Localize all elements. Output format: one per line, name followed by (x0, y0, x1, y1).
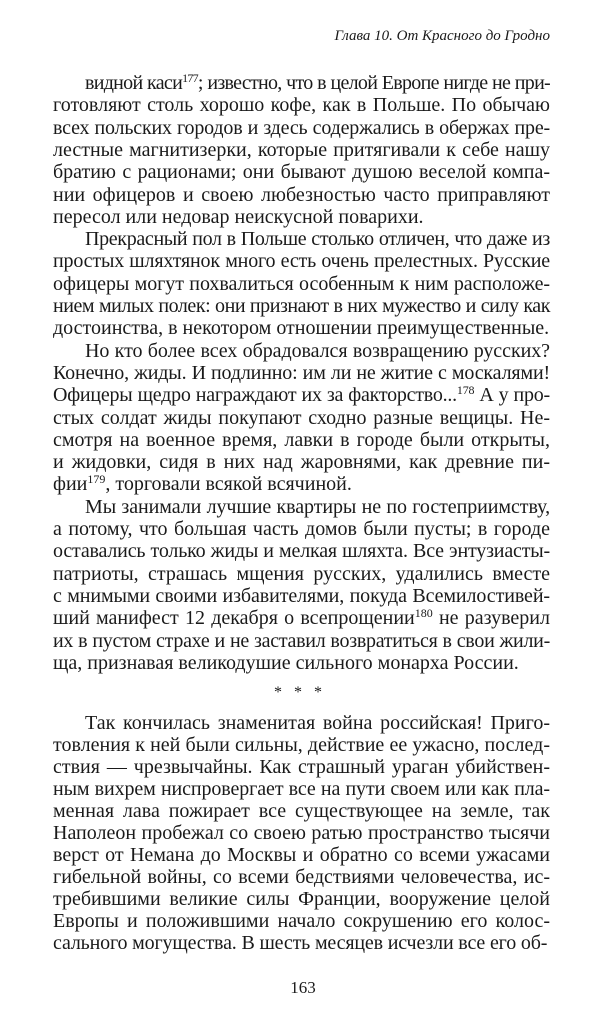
footnote-ref: 177 (182, 71, 198, 85)
line-text: с мнимыми своими избавителями, покуда Всемилостивей- (53, 584, 550, 607)
line-text: ным вихрем ниспровергает все на пути своем или как пла- (53, 778, 550, 800)
text-line (53, 540, 550, 562)
line-text: товления к ней были сильны, действие ее ужасно, послед- (53, 734, 550, 756)
line-text: верст от Немана до Москвы и обратно со всеми ужасами (53, 844, 550, 866)
line-text: требившими великие силы Франции, вооружение целой (53, 888, 550, 910)
text-line (85, 496, 550, 518)
text-line (53, 910, 550, 932)
line-text: А у про- (474, 384, 550, 407)
text-line (53, 117, 550, 139)
footnote-ref: 180 (414, 606, 433, 621)
text-line (53, 362, 550, 384)
line-text: готовляют столь хорошо кофе, как в Польше. По обычаю (53, 94, 550, 117)
line-text: Наполеон пробежал со своею ратью пространство тысячи (53, 822, 550, 844)
text-line (53, 866, 550, 888)
text-line (53, 585, 550, 607)
text-line (53, 161, 550, 183)
line-text: смотря на военное время, лавки в городе были открыты, (53, 428, 550, 451)
text-line (53, 184, 550, 206)
text-line (53, 630, 550, 652)
line-text: и жидовки, сидя в них над жаровнями, как древние пи- (53, 451, 550, 474)
line-text: нием милых полек: они признают в них мужество и силу как (53, 295, 550, 317)
line-text: Европы и положившими начало сокрушению его колос- (53, 910, 550, 932)
text-line (53, 250, 550, 272)
text-line (53, 563, 550, 585)
text-line (53, 94, 550, 116)
text-line (85, 72, 550, 94)
line-text: Так кончилась знаменитая война российская! Приго- (85, 712, 550, 734)
text-line (85, 340, 550, 362)
text-line (53, 206, 550, 228)
line-text: не разуверил (432, 607, 550, 630)
line-text: , торговали всякой всячиной. (105, 473, 352, 496)
text-line (53, 451, 550, 473)
text-line (53, 384, 550, 406)
section-separator: * * * (274, 684, 326, 701)
line-text: пересол или недовар неискусной поварихи. (53, 205, 424, 228)
line-text: ствия — чрезвычайны. Как страшный ураган убийствен- (53, 756, 550, 778)
line-text: видной каси (85, 72, 183, 94)
text-line (53, 317, 550, 339)
line-text: офицеры могут похвалиться особенным к ним расположе- (53, 272, 550, 295)
line-text: всех польских городов и здесь содержались в обержах пре- (53, 116, 550, 139)
footnote-ref: 178 (456, 383, 475, 398)
text-line (53, 295, 550, 317)
line-text: патриоты, страшась мщения русских, удалились вместе (53, 562, 550, 585)
line-text: Мы занимали лучшие квартиры не по гостеприимству, (85, 495, 550, 518)
line-text: гибельной войны, со всеми бедствиями человечества, ис- (53, 866, 550, 888)
line-text: ща, признавая великодушие сильного монарха России. (53, 651, 519, 674)
line-text: нии офицеров и своею любезностью часто приправляют (53, 183, 550, 206)
line-text: братию с рационами; они бывают душою веселой компа- (53, 161, 550, 184)
text-line (53, 407, 550, 429)
text-line (53, 518, 550, 540)
text-line (85, 712, 550, 734)
line-text: стых солдат жиды покупают сходно разные вещицы. Не- (53, 406, 550, 429)
line-text: менная лава пожирает все существующее на земле, так (53, 800, 550, 822)
text-line (53, 473, 550, 495)
page-number: 163 (290, 978, 316, 997)
running-head: Глава 10. От Красного до Гродно (334, 28, 550, 44)
text-line (53, 756, 550, 778)
footnote-ref: 179 (87, 472, 106, 487)
text-line (53, 607, 550, 629)
line-text: лестные магнитизерки, которые притягивали к себе нашу (53, 138, 550, 161)
line-text: Офицеры щедро награждают их за факторство... (53, 384, 457, 407)
text-line (53, 139, 550, 161)
line-text: Прекрасный пол в Польше столько отличен, что даже из (85, 228, 550, 251)
text-line (53, 932, 550, 954)
text-line (85, 228, 550, 250)
line-text: достоинства, в некотором отношении преимущественные. (53, 317, 550, 340)
text-line (53, 778, 550, 800)
line-text: Но кто более всех обрадовался возвращению русских? (85, 339, 550, 362)
line-text: фии (53, 473, 88, 496)
line-text: Конечно, жиды. И подлинно: им ли не житие с москалями! (53, 361, 550, 384)
text-line (53, 888, 550, 910)
text-line (53, 273, 550, 295)
line-text: ; известно, что в целой Европе нигде не при- (197, 72, 551, 94)
line-text: их в пустом страхе и не заставил возвратиться в свои жили- (53, 629, 550, 652)
line-text: оставались только жиды и мелкая шляхта. Все энтузиасты- (53, 540, 550, 563)
text-line (53, 652, 550, 674)
text-line (53, 734, 550, 756)
line-text: ший манифест 12 декабря о всепрощении (53, 607, 415, 630)
line-text: простых шляхтянок много есть очень прелестных. Русские (53, 250, 550, 273)
text-line (53, 844, 550, 866)
line-text: а потому, что большая часть домов были пусты; в городе (53, 518, 550, 540)
line-text: сального могущества. В шесть месяцев исчезли все его об- (53, 932, 548, 954)
text-line (53, 822, 550, 844)
text-line (53, 800, 550, 822)
text-line (53, 429, 550, 451)
